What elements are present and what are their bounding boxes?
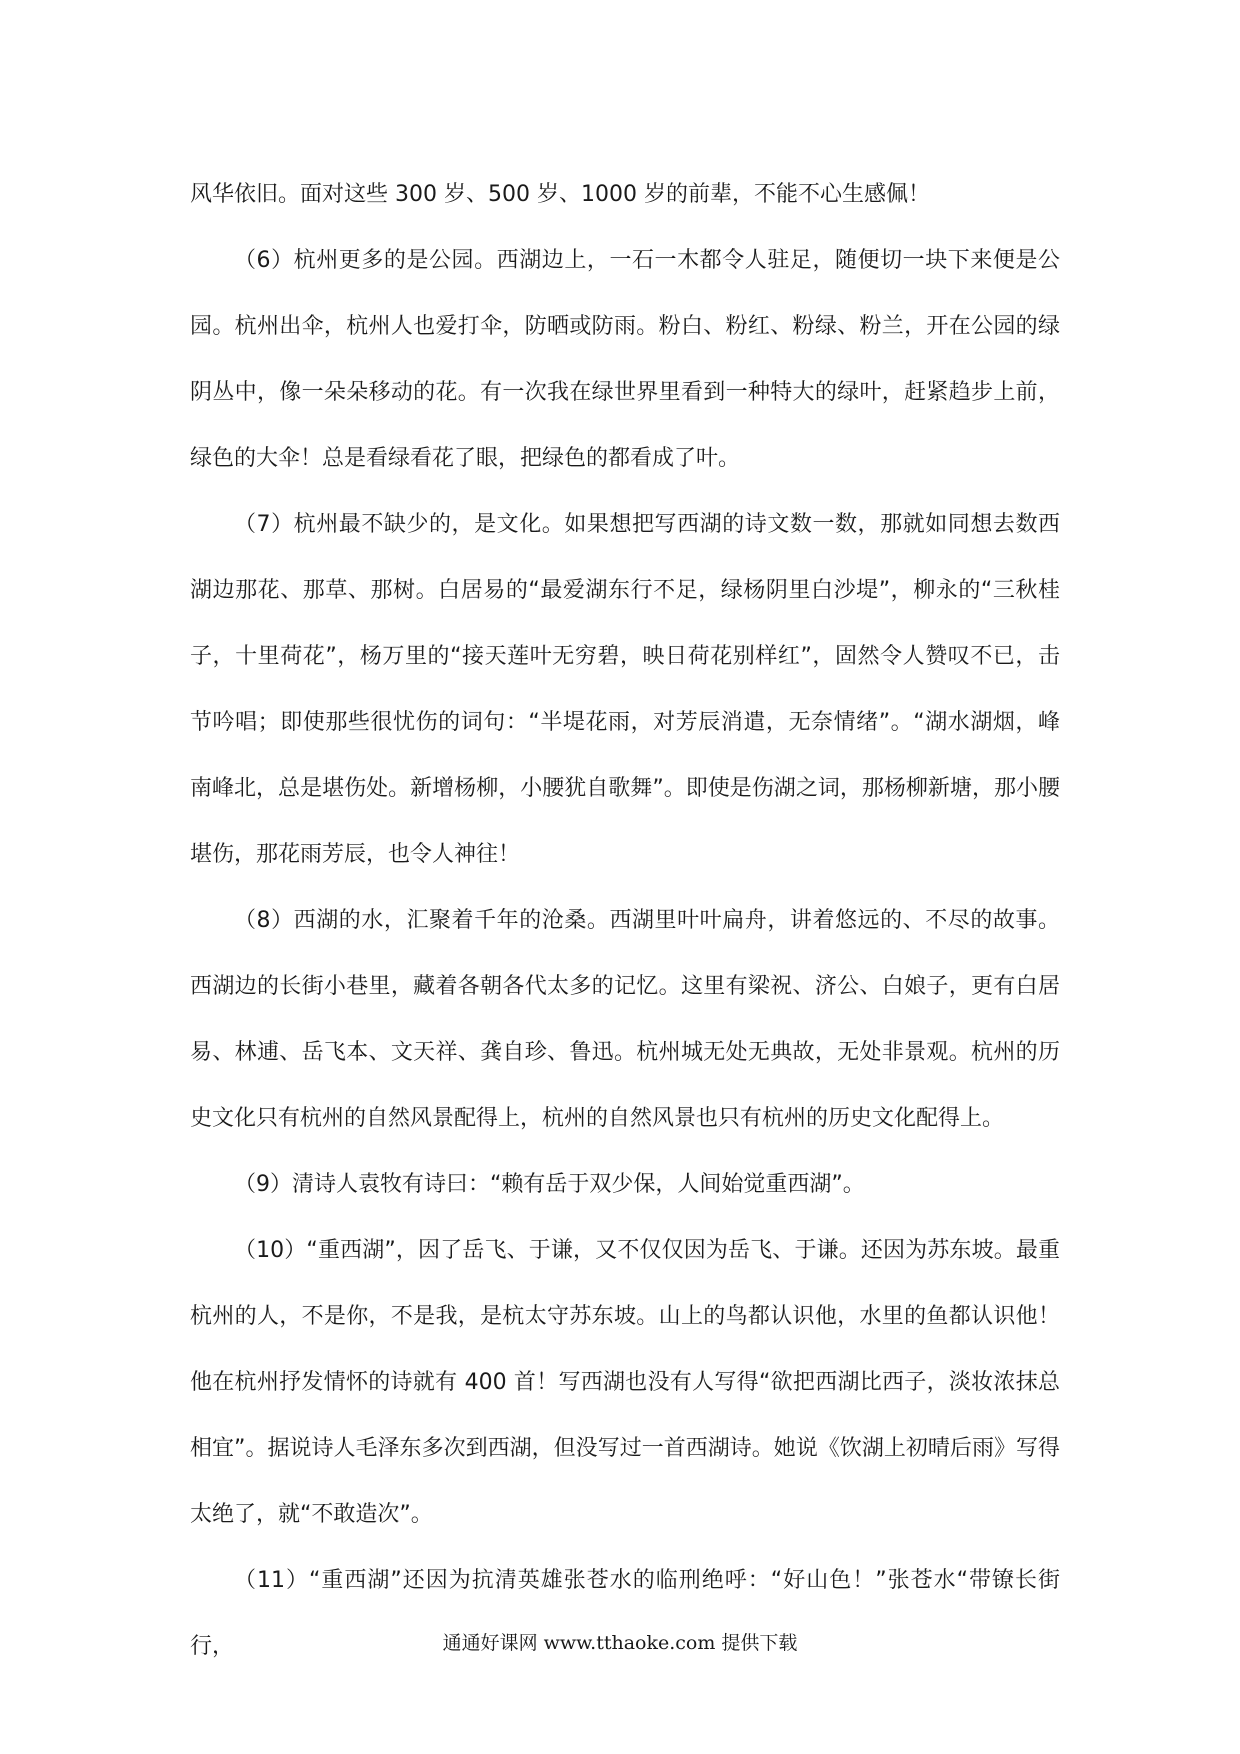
- page-footer: 通通好课网 www.tthaoke.com 提供下载: [442, 1632, 798, 1654]
- paragraph-9: （9）清诗人袁牧有诗曰：“赖有岳于双少保，人间始觉重西湖”。: [234, 1172, 865, 1197]
- paragraph-10: （10）“重西湖”，因了岳飞、于谦，又不仅仅因为岳飞、于谦。还因为苏东坡。最重杭州的人，不是你，不是我，是杭太守苏东坡。山上的鸟都认识他，水里的鱼都认识他！他在杭州抒发情怀的诗就有 400 首！写西湖也没有人写得“欲把西湖比西子，淡妆浓抹总相宜”。据说诗人毛泽东多次到西湖，但没写过一首西湖诗。她说《饮湖上初晴后雨》写得太绝了，就“不敢造次”。: [190, 1238, 1060, 1527]
- paragraph-7: （7）杭州最不缺少的，是文化。如果想把写西湖的诗文数一数，那就如同想去数西湖边那花、那草、那树。白居易的“最爱湖东行不足，绿杨阴里白沙堤”，柳永的“三秋桂子，十里荷花”，杨万里的“接天莲叶无穷碧，映日荷花别样红”，固然令人赞叹不已，击节吟唱；即使那些很忧伤的词句：“半堤花雨，对芳辰消遣，无奈情绪”。“湖水湖烟，峰南峰北，总是堪伤处。新增杨柳，小腰犹自歌舞”。即使是伤湖之词，那杨柳新塘，那小腰堪伤，那花雨芳辰，也令人神往！: [190, 512, 1060, 867]
- paragraph-11: （11）“重西湖”还因为抗清英雄张苍水的临刑绝呼：“好山色！”张苍水“带镣长街行，: [190, 1568, 1060, 1659]
- article-body: [190, 162, 1060, 1680]
- paragraph-6: （6）杭州更多的是公园。西湖边上，一石一木都令人驻足，随便切一块下来便是公园。杭州出伞，杭州人也爱打伞，防晒或防雨。粉白、粉红、粉绿、粉兰，开在公园的绿阴丛中，像一朵朵移动的花。有一次我在绿世界里看到一种特大的绿叶，赶紧趋步上前，绿色的大伞！总是看绿看花了眼，把绿色的都看成了叶。: [190, 248, 1060, 471]
- paragraph-continuation: 风华依旧。面对这些 300 岁、500 岁、1000 岁的前辈，不能不心生感佩！: [190, 182, 930, 207]
- paragraph-8: （8）西湖的水，汇聚着千年的沧桑。西湖里叶叶扁舟，讲着悠远的、不尽的故事。西湖边的长街小巷里，藏着各朝各代太多的记忆。这里有梁祝、济公、白娘子，更有白居易、林逋、岳飞本、文天祥、龚自珍、鲁迅。杭州城无处无典故，无处非景观。杭州的历史文化只有杭州的自然风景配得上，杭州的自然风景也只有杭州的历史文化配得上。: [190, 908, 1060, 1131]
